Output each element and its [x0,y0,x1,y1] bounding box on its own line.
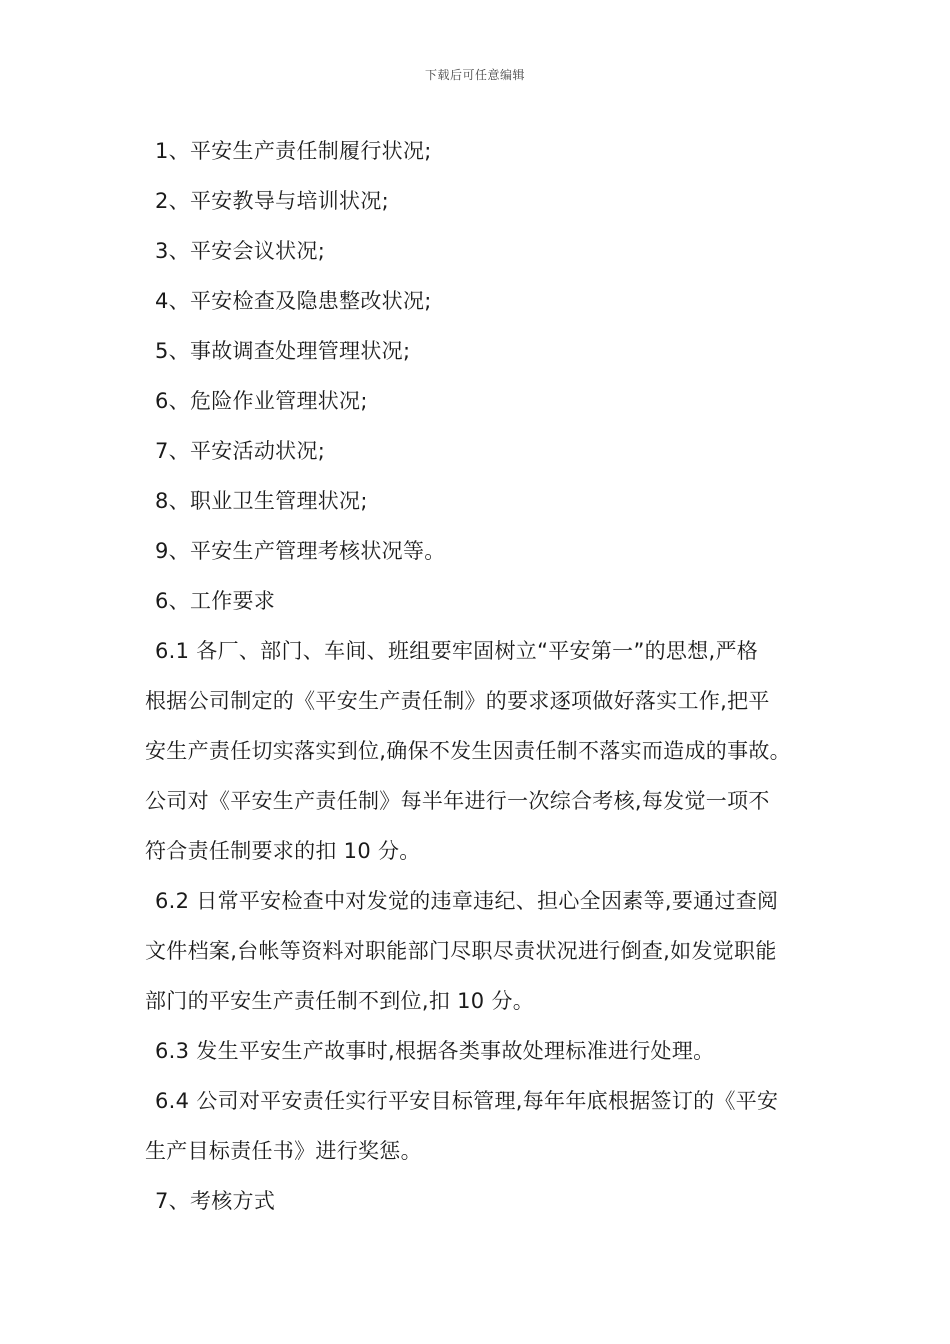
list-item-5: 5、事故调查处理管理状况; [155,339,411,363]
document-body [145,126,825,1226]
list-item-4: 4、平安检查及隐患整改状况; [155,289,432,313]
page-header: 下载后可任意编辑 [424,68,525,82]
paragraph-6-1-line-2: 根据公司制定的《平安生产责任制》的要求逐项做好落实工作,把平 [145,689,770,713]
list-item-8: 8、职业卫生管理状况; [155,489,368,513]
paragraph-6-2-line-2: 文件档案,台帐等资料对职能部门尽职尽责状况进行倒查,如发觉职能 [145,939,777,963]
paragraph-6-3: 6.3 发生平安生产故事时,根据各类事故处理标准进行处理。 [155,1039,715,1063]
paragraph-6-1-line-3: 安生产责任切实落实到位,确保不发生因责任制不落实而造成的事故。 [145,739,791,763]
list-item-6: 6、危险作业管理状况; [155,389,368,413]
list-item-2: 2、平安教导与培训状况; [155,189,390,213]
paragraph-6-1-line-1: 6.1 各厂、部门、车间、班组要牢固树立“平安第一”的思想,严格 [155,639,759,663]
section-heading-assessment-method: 7、考核方式 [155,1189,276,1213]
paragraph-6-4-line-2: 生产目标责任书》进行奖惩。 [145,1139,422,1163]
paragraph-6-1-line-5: 符合责任制要求的扣 10 分。 [145,839,421,863]
list-item-9: 9、平安生产管理考核状况等。 [155,539,446,563]
paragraph-6-1-line-4: 公司对《平安生产责任制》每半年进行一次综合考核,每发觉一项不 [145,789,770,813]
list-item-7: 7、平安活动状况; [155,439,326,463]
section-heading-work-requirements: 6、工作要求 [155,589,276,613]
list-item-1: 1、平安生产责任制履行状况; [155,139,432,163]
paragraph-6-2-line-3: 部门的平安生产责任制不到位,扣 10 分。 [145,989,535,1013]
paragraph-6-2-line-1: 6.2 日常平安检查中对发觉的违章违纪、担心全因素等,要通过查阅 [155,889,779,913]
list-item-3: 3、平安会议状况; [155,239,326,263]
paragraph-6-4-line-1: 6.4 公司对平安责任实行平安目标管理,每年年底根据签订的《平安 [155,1089,779,1113]
